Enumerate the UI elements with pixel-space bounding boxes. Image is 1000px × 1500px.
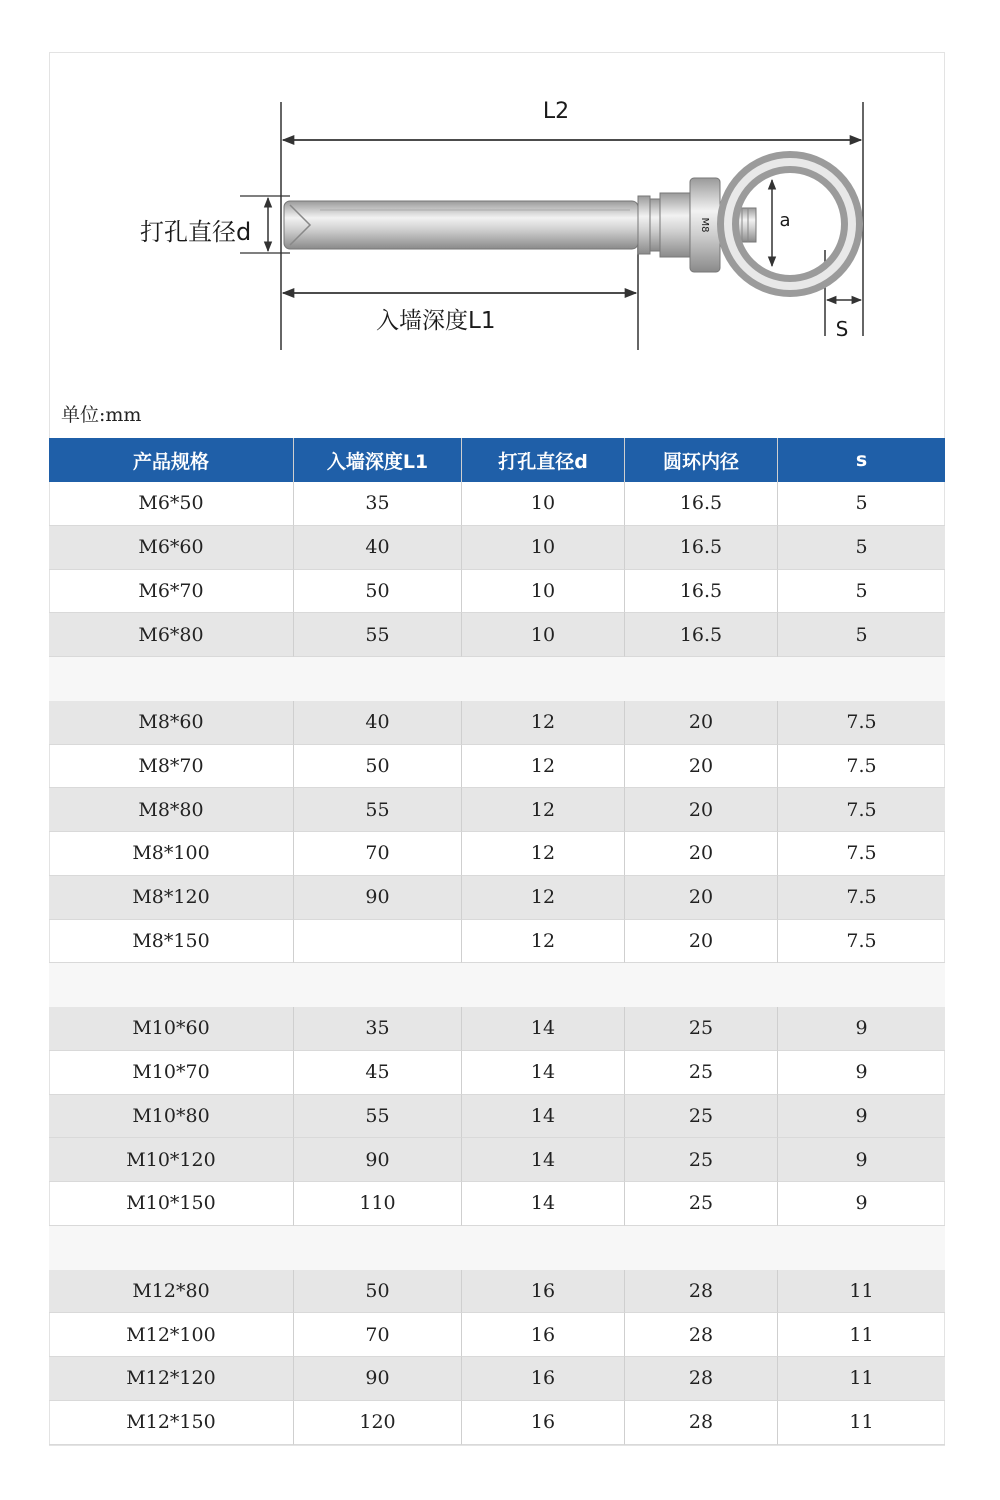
- table-spacer-row: [49, 963, 945, 1007]
- table-row: [49, 1313, 945, 1357]
- cell-embed-depth: 120: [294, 1401, 462, 1445]
- cell-ring-inner: 25: [625, 1051, 778, 1095]
- cell-embed-depth: 110: [294, 1182, 462, 1226]
- cell-spec: M8*150: [49, 920, 294, 964]
- cell-spec: M6*50: [49, 482, 294, 526]
- cell-drill-diameter: 12: [462, 788, 625, 832]
- cell-embed-depth: 45: [294, 1051, 462, 1095]
- cell-s: 7.5: [778, 788, 945, 832]
- cell-embed-depth: 90: [294, 1138, 462, 1182]
- cell-drill-diameter: 10: [462, 613, 625, 657]
- cell-drill-diameter: 12: [462, 701, 625, 745]
- table-row: [49, 1095, 945, 1139]
- cell-spec: M8*80: [49, 788, 294, 832]
- label-a: a: [779, 210, 791, 231]
- cell-embed-depth: 55: [294, 788, 462, 832]
- cell-ring-inner: 28: [625, 1357, 778, 1401]
- cell-ring-inner: 25: [625, 1007, 778, 1051]
- cell-s: 11: [778, 1357, 945, 1401]
- cell-spec: M8*60: [49, 701, 294, 745]
- cell-ring-inner: 20: [625, 788, 778, 832]
- cell-drill-diameter: 14: [462, 1051, 625, 1095]
- cell-s: 9: [778, 1051, 945, 1095]
- cell-ring-inner: 25: [625, 1095, 778, 1139]
- cell-drill-diameter: 10: [462, 570, 625, 614]
- header-embed-depth: 入墙深度L1: [294, 438, 462, 482]
- table-row: [49, 920, 945, 964]
- header-spec: 产品规格: [49, 438, 294, 482]
- cell-ring-inner: 28: [625, 1313, 778, 1357]
- cell-drill-diameter: 14: [462, 1138, 625, 1182]
- cell-drill-diameter: 10: [462, 526, 625, 570]
- cell-spec: M10*150: [49, 1182, 294, 1226]
- spec-table: [49, 438, 945, 1445]
- cell-drill-diameter: 12: [462, 876, 625, 920]
- cell-drill-diameter: 14: [462, 1095, 625, 1139]
- cell-s: 9: [778, 1095, 945, 1139]
- cell-spec: M8*70: [49, 745, 294, 789]
- cell-ring-inner: 28: [625, 1270, 778, 1314]
- cell-drill-diameter: 10: [462, 482, 625, 526]
- cell-embed-depth: 50: [294, 570, 462, 614]
- cell-ring-inner: 20: [625, 920, 778, 964]
- cell-spec: M10*120: [49, 1138, 294, 1182]
- table-body: [49, 482, 945, 1445]
- cell-spec: M6*80: [49, 613, 294, 657]
- header-s: s: [855, 449, 868, 471]
- eye-bolt-diagram: [0, 0, 1000, 395]
- cell-ring-inner: 16.5: [625, 526, 778, 570]
- label-drill-diameter: 打孔直径d: [140, 218, 252, 246]
- cell-s: 5: [778, 482, 945, 526]
- cell-ring-inner: 28: [625, 1401, 778, 1445]
- cell-spec: M12*150: [49, 1401, 294, 1445]
- cell-s: 7.5: [778, 832, 945, 876]
- cell-spec: M8*100: [49, 832, 294, 876]
- table-row: [49, 1007, 945, 1051]
- label-s: S: [835, 317, 849, 341]
- cell-embed-depth: 35: [294, 1007, 462, 1051]
- cell-ring-inner: 20: [625, 876, 778, 920]
- cell-embed-depth: 55: [294, 1095, 462, 1139]
- cell-spec: M12*120: [49, 1357, 294, 1401]
- cell-ring-inner: 25: [625, 1182, 778, 1226]
- cell-embed-depth: 90: [294, 876, 462, 920]
- spring-washer: [650, 199, 660, 251]
- header-drill-diameter: 打孔直径d: [462, 438, 625, 482]
- table-row: [49, 701, 945, 745]
- table-row: [49, 1051, 945, 1095]
- cell-drill-diameter: 16: [462, 1270, 625, 1314]
- cell-embed-depth: 40: [294, 526, 462, 570]
- cell-embed-depth: 70: [294, 832, 462, 876]
- washer: [638, 196, 650, 254]
- label-embed-depth: 入墙深度L1: [376, 308, 496, 334]
- cell-s: 9: [778, 1007, 945, 1051]
- cell-spec: M10*60: [49, 1007, 294, 1051]
- table-row: [49, 482, 945, 526]
- table-row: [49, 1357, 945, 1401]
- cell-s: 7.5: [778, 876, 945, 920]
- cell-spec: M8*120: [49, 876, 294, 920]
- cell-drill-diameter: 16: [462, 1357, 625, 1401]
- table-row: [49, 526, 945, 570]
- cell-spec: M10*70: [49, 1051, 294, 1095]
- cell-s: 5: [778, 526, 945, 570]
- cell-s: 11: [778, 1313, 945, 1357]
- header-ring-inner: 圆环内径: [625, 438, 778, 482]
- cell-s: 11: [778, 1401, 945, 1445]
- cell-embed-depth: 55: [294, 613, 462, 657]
- cell-ring-inner: 16.5: [625, 613, 778, 657]
- cell-embed-depth: 90: [294, 1357, 462, 1401]
- cell-embed-depth: 50: [294, 1270, 462, 1314]
- table-spacer-row: [49, 657, 945, 701]
- cell-ring-inner: 20: [625, 832, 778, 876]
- hex-nut: [660, 193, 690, 257]
- nut-marking: M8: [699, 217, 710, 233]
- cell-drill-diameter: 12: [462, 832, 625, 876]
- table-row: [49, 570, 945, 614]
- cell-drill-diameter: 12: [462, 745, 625, 789]
- cell-s: 9: [778, 1182, 945, 1226]
- cell-embed-depth: 50: [294, 745, 462, 789]
- label-l2: L2: [542, 99, 570, 124]
- cell-s: 7.5: [778, 920, 945, 964]
- cell-drill-diameter: 12: [462, 920, 625, 964]
- cell-drill-diameter: 16: [462, 1401, 625, 1445]
- table-row: [49, 613, 945, 657]
- cell-drill-diameter: 16: [462, 1313, 625, 1357]
- cell-spec: M12*100: [49, 1313, 294, 1357]
- cell-ring-inner: 20: [625, 745, 778, 789]
- cell-drill-diameter: 14: [462, 1182, 625, 1226]
- table-row: [49, 876, 945, 920]
- cell-spec: M6*70: [49, 570, 294, 614]
- cell-s: 5: [778, 613, 945, 657]
- cell-ring-inner: 16.5: [625, 570, 778, 614]
- cell-embed-depth: [294, 920, 462, 964]
- cell-ring-inner: 20: [625, 701, 778, 745]
- anchor-sleeve: [284, 201, 638, 249]
- cell-embed-depth: 35: [294, 482, 462, 526]
- cell-spec: M12*80: [49, 1270, 294, 1314]
- cell-spec: M10*80: [49, 1095, 294, 1139]
- table-header: [49, 438, 945, 482]
- cell-embed-depth: 40: [294, 701, 462, 745]
- table-spacer-row: [49, 1226, 945, 1270]
- cell-ring-inner: 16.5: [625, 482, 778, 526]
- table-row: [49, 1138, 945, 1182]
- cell-embed-depth: 70: [294, 1313, 462, 1357]
- cell-s: 7.5: [778, 745, 945, 789]
- table-row: [49, 745, 945, 789]
- unit-label: 单位:mm: [61, 404, 142, 426]
- cell-s: 7.5: [778, 701, 945, 745]
- table-row: [49, 788, 945, 832]
- table-row: [49, 1182, 945, 1226]
- cell-s: 5: [778, 570, 945, 614]
- cell-s: 11: [778, 1270, 945, 1314]
- table-row: [49, 832, 945, 876]
- table-row: [49, 1270, 945, 1314]
- cell-spec: M6*60: [49, 526, 294, 570]
- cell-ring-inner: 25: [625, 1138, 778, 1182]
- cell-drill-diameter: 14: [462, 1007, 625, 1051]
- table-row: [49, 1401, 945, 1445]
- cell-s: 9: [778, 1138, 945, 1182]
